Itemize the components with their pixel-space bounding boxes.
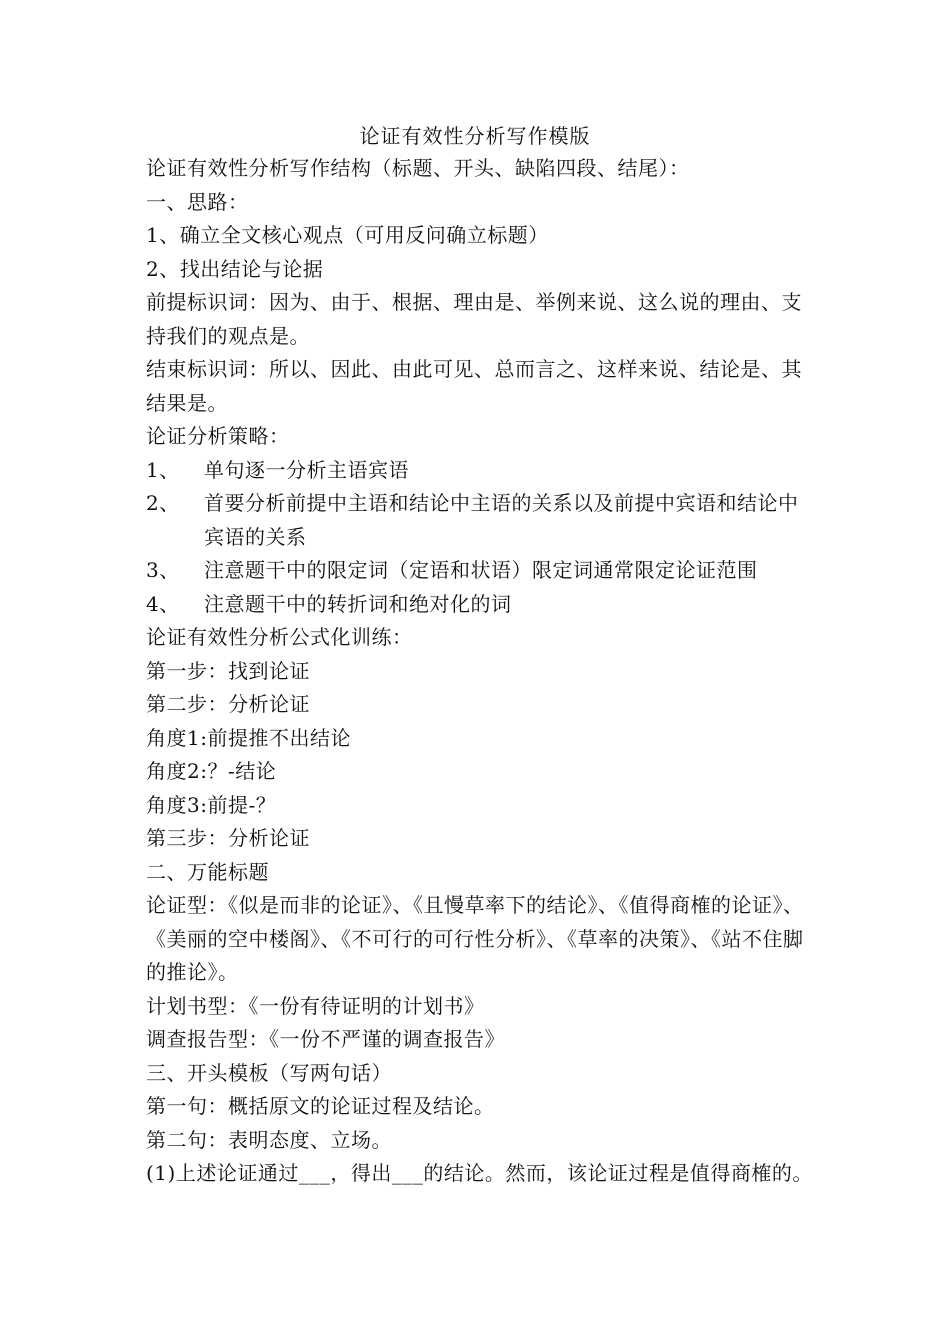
argument-type-titles: 论证型：《似是而非的论证》、《且慢草率下的结论》、《值得商榷的论证》、《美丽的空中楼阁》、《不可行的可行性分析》、《草率的决策》、《站不住脚的推论》。	[146, 893, 804, 984]
opening-sentence-2: 第二句：表明态度、立场。	[146, 1127, 392, 1152]
strategy-text: 单句逐一分析主语宾语	[204, 457, 409, 482]
step-three: 第三步：分析论证	[146, 826, 310, 850]
opening-sentence-1: 第一句：概括原文的论证过程及结论。	[146, 1094, 495, 1118]
angle-2: 角度2:？-结论	[146, 759, 277, 783]
opening-template-1: (1)上述论证通过___，得出___的结论。然而，该论证过程是值得商榷的。	[146, 1161, 813, 1185]
document-body	[146, 152, 816, 1191]
strategy-text: 注意题干中的限定词（定语和状语）限定词通常限定论证范围	[204, 558, 758, 582]
angle-1: 角度1:前提推不出结论	[146, 725, 351, 750]
premise-indicators: 前提标识词：因为、由于、根据、理由是、举例来说、这么说的理由、支持我们的观点是。	[146, 290, 802, 348]
approach-step-1: 1、确立全文核心观点（可用反问确立标题）	[146, 223, 549, 247]
strategy-text: 注意题干中的转折词和绝对化的词	[204, 591, 512, 616]
angle-3: 角度3:前提-？	[146, 792, 277, 817]
strategy-number: 3、	[146, 558, 180, 582]
strategy-number: 1、	[146, 457, 180, 482]
strategy-item-2	[146, 487, 816, 554]
strategy-item-3	[146, 554, 816, 588]
approach-step-2: 2、找出结论与论据	[146, 256, 324, 281]
strategy-item-1	[146, 454, 816, 488]
structure-line: 论证有效性分析写作结构（标题、开头、缺陷四段、结尾）：	[146, 156, 690, 180]
strategy-heading: 论证分析策略：	[146, 424, 290, 448]
strategy-item-4	[146, 588, 816, 622]
training-heading: 论证有效性分析公式化训练：	[146, 625, 413, 649]
plan-type-titles: 计划书型：《一份有待证明的计划书》	[146, 993, 485, 1018]
strategy-number: 4、	[146, 591, 180, 616]
section-heading-approach: 一、思路：	[146, 189, 249, 214]
document-title: 论证有效性分析写作模版	[359, 124, 591, 148]
section-heading-opening: 三、开头模板（写两句话）	[146, 1060, 392, 1085]
strategy-number: 2、	[146, 491, 180, 515]
section-heading-titles: 二、万能标题	[146, 859, 269, 884]
survey-type-titles: 调查报告型：《一份不严谨的调查报告》	[146, 1027, 505, 1051]
strategy-text: 首要分析前提中主语和结论中主语的关系以及前提中宾语和结论中宾语的关系	[204, 491, 799, 549]
step-two: 第二步：分析论证	[146, 692, 310, 716]
step-one: 第一步：找到论证	[146, 658, 310, 683]
conclusion-indicators: 结束标识词：所以、因此、由此可见、总而言之、这样来说、结论是、其结果是。	[146, 357, 802, 415]
